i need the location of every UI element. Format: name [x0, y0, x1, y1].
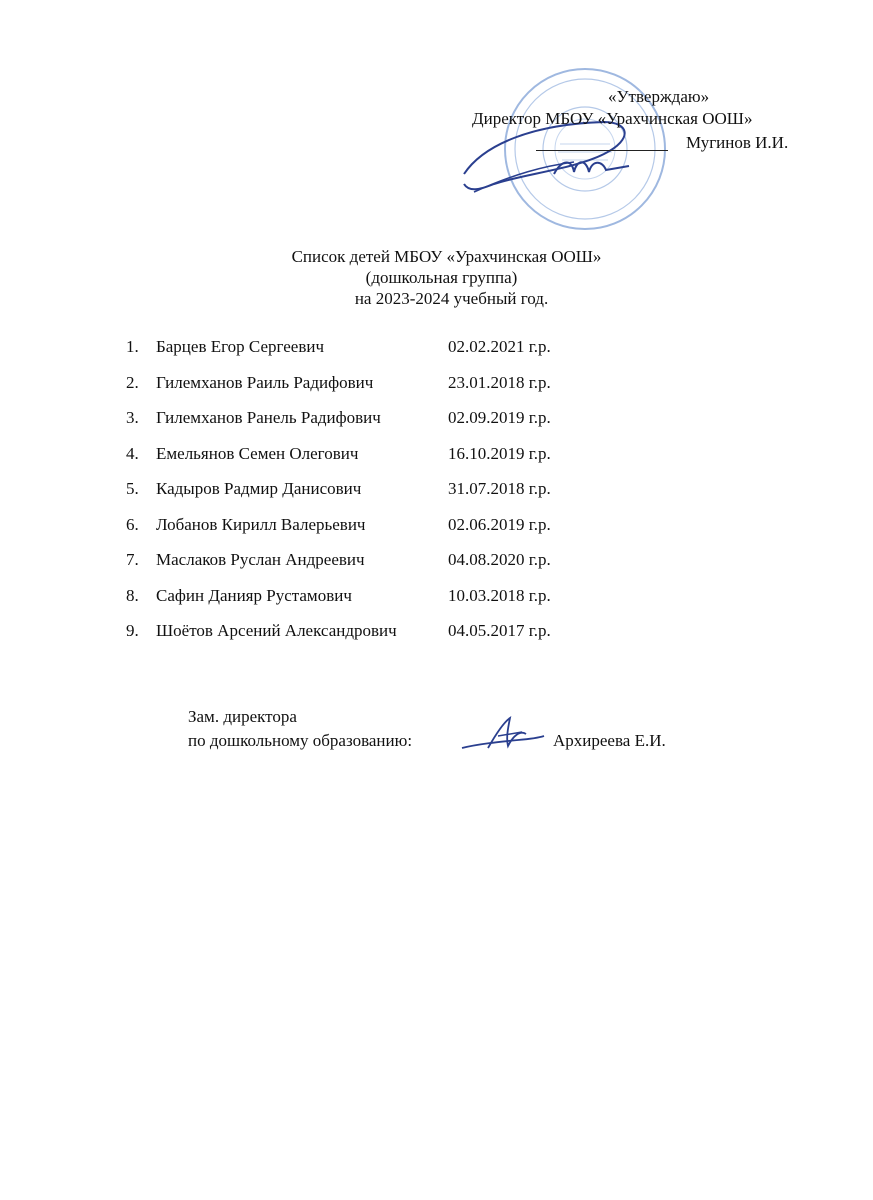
children-list — [120, 336, 640, 656]
child-birthdate: 16.10.2019 г.р. — [448, 443, 551, 463]
child-name: Лобанов Кирилл Валерьевич — [156, 514, 366, 534]
deputy-signature-block — [188, 706, 748, 756]
list-item — [120, 407, 640, 443]
child-name: Сафин Данияр Рустамович — [156, 585, 352, 605]
document-title — [0, 246, 873, 309]
child-name: Емельянов Семен Олегович — [156, 443, 359, 463]
child-name: Маслаков Руслан Андреевич — [156, 550, 365, 569]
child-name: Барцев Егор Сергеевич — [156, 337, 325, 356]
approval-director-name: Мугинов И.И. — [686, 133, 789, 152]
item-number: 2. — [126, 372, 139, 392]
child-birthdate: 04.08.2020 г.р. — [448, 550, 551, 569]
list-item — [120, 372, 640, 408]
approval-block — [440, 84, 830, 224]
child-birthdate: 23.01.2018 г.р. — [448, 372, 551, 392]
child-name: Шоётов Арсений Александрович — [156, 621, 397, 640]
deputy-position-line-2: по дошкольному образованию: — [188, 731, 413, 750]
child-birthdate: 31.07.2018 г.р. — [448, 479, 551, 498]
deputy-name: Архиреева Е.И. — [553, 731, 666, 750]
child-birthdate: 02.02.2021 г.р. — [448, 337, 551, 356]
item-number: 1. — [126, 337, 139, 356]
item-number: 8. — [126, 585, 139, 605]
title-line-2: (дошкольная группа) — [365, 268, 518, 287]
approval-position: Директор МБОУ «Урахчинская ООШ» — [472, 109, 753, 128]
list-item — [120, 514, 640, 550]
signature-line — [536, 150, 668, 151]
deputy-position-line-1: Зам. директора — [188, 707, 297, 726]
child-name: Гилемханов Раиль Радифович — [156, 372, 374, 392]
child-name: Гилемханов Ранель Радифович — [156, 408, 381, 427]
item-number: 3. — [126, 408, 139, 427]
list-item — [120, 549, 640, 585]
child-birthdate: 02.09.2019 г.р. — [448, 408, 551, 427]
item-number: 7. — [126, 550, 139, 569]
item-number: 6. — [126, 514, 139, 534]
list-item — [120, 478, 640, 514]
approval-heading: «Утверждаю» — [608, 87, 710, 106]
list-item — [120, 443, 640, 479]
title-line-3: на 2023-2024 учебный год. — [354, 289, 549, 308]
item-number: 5. — [126, 479, 139, 498]
child-birthdate: 04.05.2017 г.р. — [448, 621, 551, 640]
child-birthdate: 10.03.2018 г.р. — [448, 585, 551, 605]
item-number: 4. — [126, 443, 139, 463]
title-line-1: Список детей МБОУ «Урахчинская ООШ» — [291, 247, 602, 266]
child-name: Кадыров Радмир Данисович — [156, 479, 362, 498]
list-item — [120, 620, 640, 656]
item-number: 9. — [126, 621, 139, 640]
child-birthdate: 02.06.2019 г.р. — [448, 514, 551, 534]
deputy-signature — [458, 714, 548, 754]
list-item — [120, 336, 640, 372]
list-item — [120, 585, 640, 621]
